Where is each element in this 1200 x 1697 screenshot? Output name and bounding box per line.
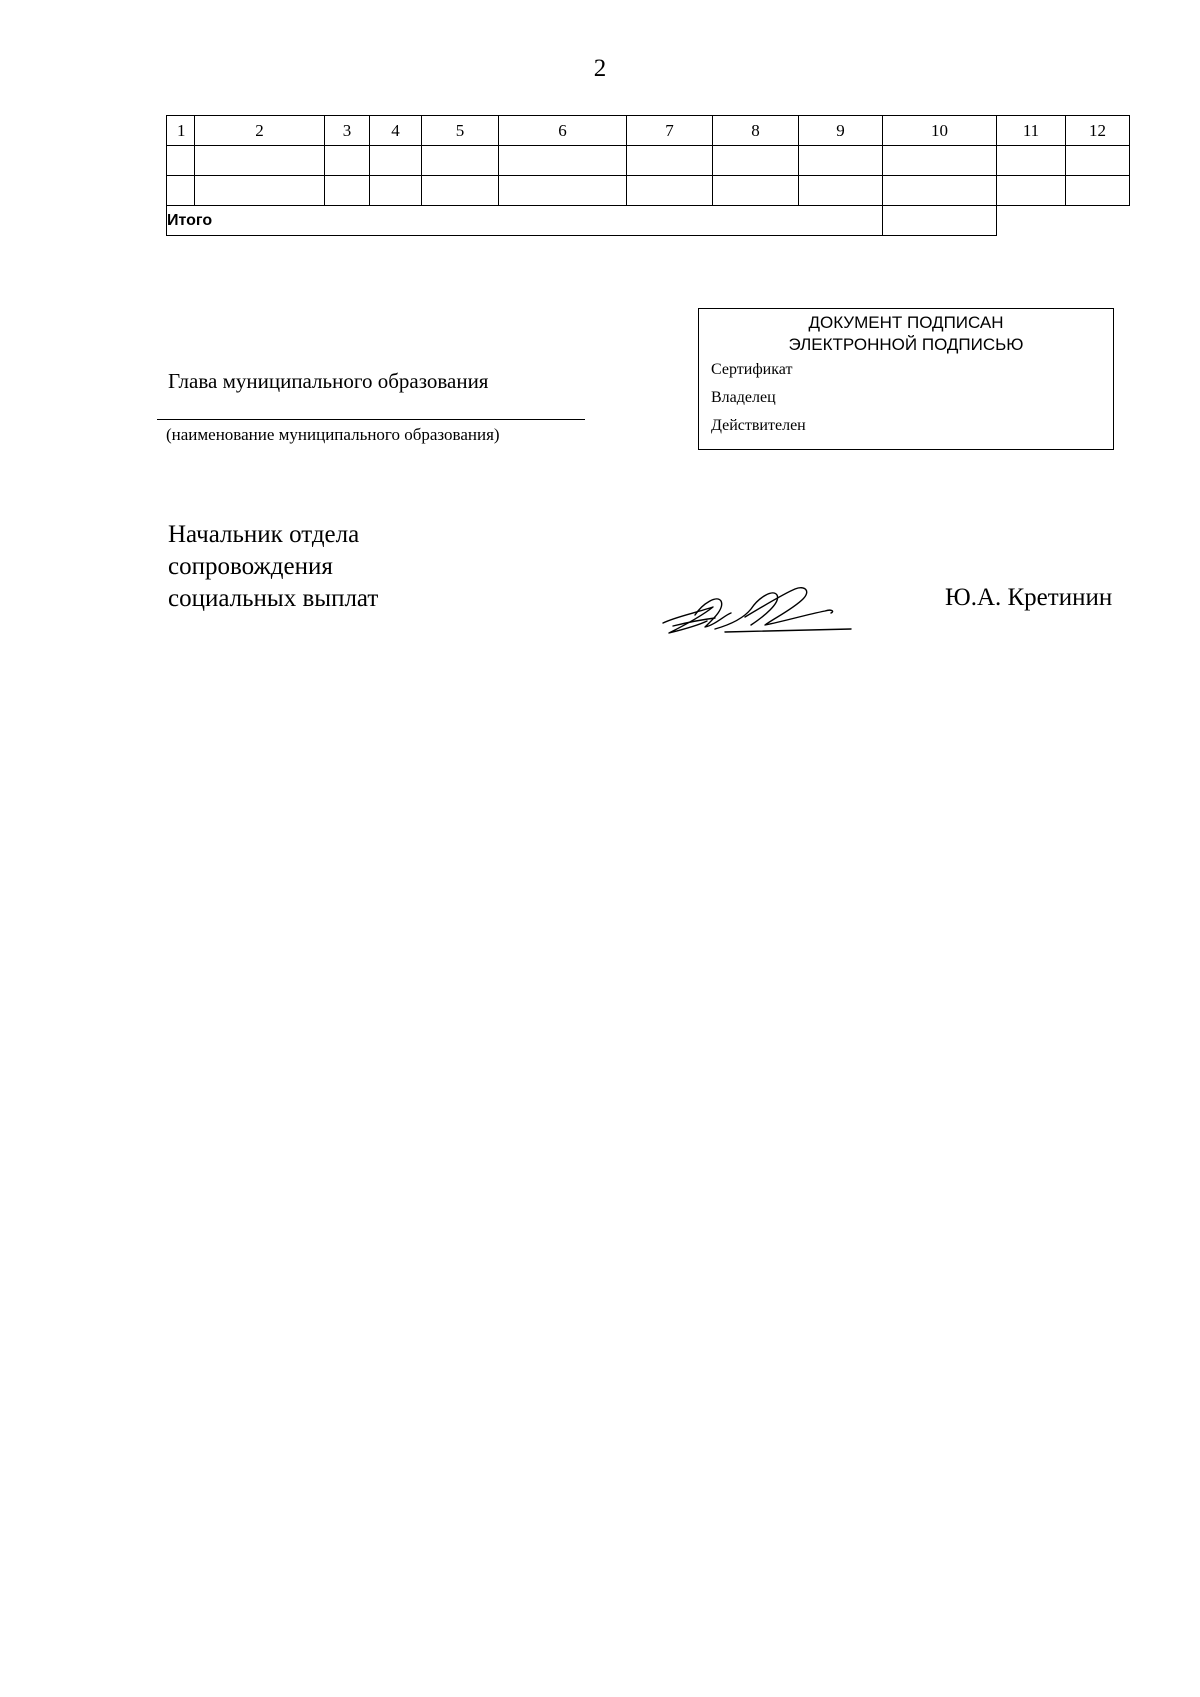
signer-title-line1: Начальник отдела	[168, 521, 360, 548]
table-cell	[997, 146, 1066, 176]
table-cell	[883, 176, 997, 206]
table-header-row	[167, 116, 1130, 146]
table-cell	[167, 146, 195, 176]
table-cell	[1066, 176, 1130, 206]
column-header: 5	[422, 116, 499, 146]
column-header: 1	[167, 116, 195, 146]
certificate-label: Сертификат	[711, 361, 793, 378]
table-cell	[627, 146, 713, 176]
table-cell	[713, 176, 799, 206]
table-cell	[195, 176, 325, 206]
table-cell	[422, 146, 499, 176]
page-number: 2	[593, 55, 607, 82]
signer-name: Ю.А. Кретинин	[945, 584, 1113, 611]
electronic-signature-box	[698, 308, 1114, 450]
signer-title	[168, 519, 378, 615]
column-header: 6	[499, 116, 627, 146]
table-cell	[370, 176, 422, 206]
empty-cell	[997, 206, 1130, 236]
table-cell	[195, 146, 325, 176]
head-title: Глава муниципального образования	[168, 369, 489, 393]
total-label: Итого	[167, 206, 883, 236]
column-header: 4	[370, 116, 422, 146]
table-cell	[713, 146, 799, 176]
table-cell	[799, 146, 883, 176]
table-cell	[627, 176, 713, 206]
table-cell	[997, 176, 1066, 206]
signer-title-line2: сопровождения	[168, 553, 333, 580]
signature-box-title-line2: ЭЛЕКТРОННОЙ ПОДПИСЬЮ	[788, 335, 1024, 354]
name-caption: (наименование муниципального образования)	[166, 425, 500, 444]
name-underline	[157, 419, 585, 420]
table-cell	[422, 176, 499, 206]
handwritten-signature	[655, 585, 855, 640]
signature-box-title	[699, 312, 1113, 356]
column-header: 2	[195, 116, 325, 146]
table-cell	[499, 176, 627, 206]
signature-box-title-line1: ДОКУМЕНТ ПОДПИСАН	[808, 313, 1004, 332]
signer-title-line3: социальных выплат	[168, 585, 379, 612]
table-cell	[370, 146, 422, 176]
table-cell	[499, 146, 627, 176]
column-header: 9	[799, 116, 883, 146]
valid-label: Действителен	[711, 417, 806, 434]
column-header: 12	[1066, 116, 1130, 146]
table-row	[167, 176, 1130, 206]
data-table	[166, 115, 1130, 236]
column-header: 7	[627, 116, 713, 146]
table-cell	[167, 176, 195, 206]
column-header: 8	[713, 116, 799, 146]
table-total-row	[167, 206, 1130, 236]
total-value	[883, 206, 997, 236]
column-header: 10	[883, 116, 997, 146]
owner-label: Владелец	[711, 389, 776, 406]
table-cell	[1066, 146, 1130, 176]
table-row	[167, 146, 1130, 176]
column-header: 11	[997, 116, 1066, 146]
column-header: 3	[325, 116, 370, 146]
table-cell	[325, 176, 370, 206]
table-cell	[325, 146, 370, 176]
table-cell	[799, 176, 883, 206]
table-cell	[883, 146, 997, 176]
